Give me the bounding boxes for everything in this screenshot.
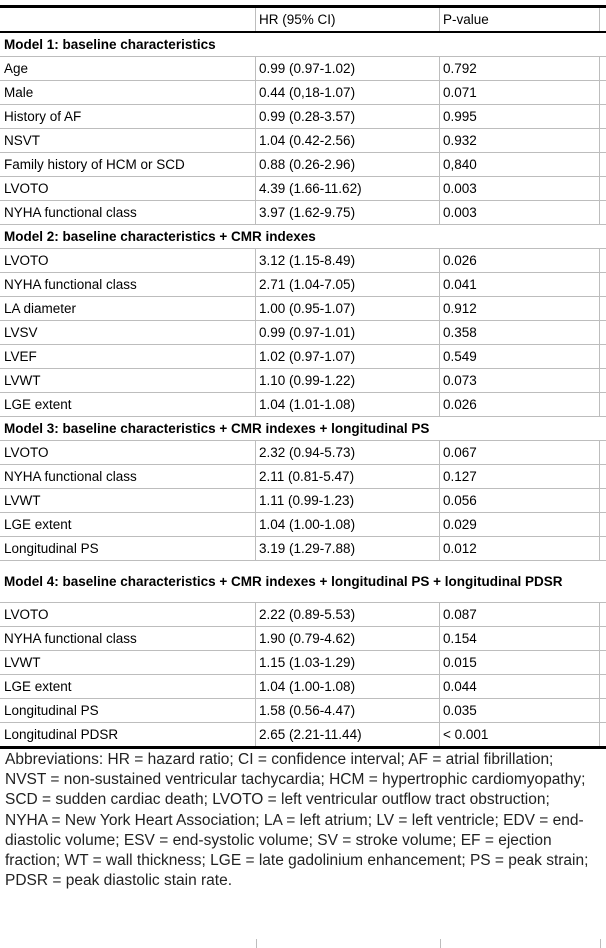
row-hazard-ratio: 0.99 (0.28-3.57): [256, 105, 440, 128]
abbreviations-note: Abbreviations: HR = hazard ratio; CI = confidence interval; AF = atrial fibrillation; NVST = non-sustained ventricular tachycardia; HCM = hypertrophic cardiomyopathy; SCD = sudden cardiac death; LVOTO = left ventricular outflow tract obstruction; NYHA = New York Heart Association; LA = left atrium; LV = left ventricle; EDV = end-diastolic volume; ESV = end-systolic volume; SV = stroke volume; EF = ejection fraction; WT = wall thickness; LGE = late gadolinium enhancement; PS = peak strain; PDSR = peak diastolic stain rate.: [5, 751, 589, 890]
table-row: [0, 627, 606, 651]
row-variable: NSVT: [0, 129, 256, 152]
row-hazard-ratio: 1.90 (0.79-4.62): [256, 627, 440, 650]
row-p-value: 0.041: [440, 273, 600, 296]
row-spare: [600, 345, 606, 368]
row-variable: Longitudinal PS: [0, 699, 256, 722]
row-p-value: 0.012: [440, 537, 600, 560]
row-variable: LGE extent: [0, 393, 256, 416]
row-spare: [600, 57, 606, 80]
header-variable: [0, 8, 256, 31]
row-spare: [600, 273, 606, 296]
row-variable: LVWT: [0, 651, 256, 674]
row-variable: LVOTO: [0, 441, 256, 464]
row-spare: [600, 177, 606, 200]
model-title: Model 2: baseline characteristics + CMR indexes: [4, 229, 316, 244]
row-spare: [600, 603, 606, 626]
row-spare: [600, 321, 606, 344]
row-p-value: 0.067: [440, 441, 600, 464]
row-spare: [600, 441, 606, 464]
row-variable: Longitudinal PS: [0, 537, 256, 560]
row-variable: LVSV: [0, 321, 256, 344]
row-spare: [600, 153, 606, 176]
table-row: [0, 369, 606, 393]
row-spare: [600, 537, 606, 560]
row-variable: NYHA functional class: [0, 465, 256, 488]
row-variable: LVWT: [0, 369, 256, 392]
row-hazard-ratio: 2.11 (0.81-5.47): [256, 465, 440, 488]
table-row: [0, 129, 606, 153]
model-heading-row: [0, 33, 606, 57]
table-row: [0, 723, 606, 747]
row-spare: [600, 627, 606, 650]
table-row: [0, 675, 606, 699]
row-hazard-ratio: 1.04 (1.01-1.08): [256, 393, 440, 416]
row-hazard-ratio: 1.15 (1.03-1.29): [256, 651, 440, 674]
row-hazard-ratio: 1.02 (0.97-1.07): [256, 345, 440, 368]
row-variable: LA diameter: [0, 297, 256, 320]
row-spare: [600, 201, 606, 224]
row-variable: Longitudinal PDSR: [0, 723, 256, 746]
row-p-value: 0.792: [440, 57, 600, 80]
row-p-value: 0.015: [440, 651, 600, 674]
table-row: [0, 513, 606, 537]
table-row: [0, 153, 606, 177]
row-variable: LGE extent: [0, 513, 256, 536]
row-hazard-ratio: 1.04 (0.42-2.56): [256, 129, 440, 152]
row-variable: NYHA functional class: [0, 273, 256, 296]
row-spare: [600, 129, 606, 152]
model-heading-row: [0, 225, 606, 249]
row-p-value: 0.029: [440, 513, 600, 536]
model-heading-row: [0, 561, 606, 603]
row-spare: [600, 369, 606, 392]
row-spare: [600, 699, 606, 722]
table-row: [0, 249, 606, 273]
row-variable: LVOTO: [0, 603, 256, 626]
row-hazard-ratio: 4.39 (1.66-11.62): [256, 177, 440, 200]
row-variable: NYHA functional class: [0, 627, 256, 650]
footer-grid-stub: [0, 939, 606, 948]
table-row: [0, 441, 606, 465]
row-p-value: 0.044: [440, 675, 600, 698]
row-p-value: 0.358: [440, 321, 600, 344]
table-row: [0, 177, 606, 201]
row-hazard-ratio: 0.99 (0.97-1.02): [256, 57, 440, 80]
row-hazard-ratio: 0.44 (0,18-1.07): [256, 81, 440, 104]
table-row: [0, 57, 606, 81]
table-row: [0, 465, 606, 489]
row-spare: [600, 81, 606, 104]
row-spare: [600, 675, 606, 698]
row-hazard-ratio: 1.04 (1.00-1.08): [256, 675, 440, 698]
row-spare: [600, 465, 606, 488]
row-variable: Male: [0, 81, 256, 104]
row-p-value: 0.026: [440, 249, 600, 272]
row-p-value: 0.003: [440, 201, 600, 224]
row-hazard-ratio: 3.19 (1.29-7.88): [256, 537, 440, 560]
table-row: [0, 273, 606, 297]
row-p-value: 0.035: [440, 699, 600, 722]
model-title: Model 4: baseline characteristics + CMR indexes + longitudinal PS + longitudinal PDSR: [4, 574, 563, 589]
table-row: [0, 81, 606, 105]
table-row: [0, 489, 606, 513]
row-hazard-ratio: 0.88 (0.26-2.96): [256, 153, 440, 176]
row-hazard-ratio: 0.99 (0.97-1.01): [256, 321, 440, 344]
model-title: Model 3: baseline characteristics + CMR indexes + longitudinal PS: [4, 421, 430, 436]
table-row: [0, 393, 606, 417]
row-p-value: 0.127: [440, 465, 600, 488]
row-p-value: 0.071: [440, 81, 600, 104]
row-p-value: 0.073: [440, 369, 600, 392]
row-variable: LVEF: [0, 345, 256, 368]
row-variable: LGE extent: [0, 675, 256, 698]
table-row: [0, 699, 606, 723]
row-hazard-ratio: 3.97 (1.62-9.75): [256, 201, 440, 224]
table-header-row: [0, 8, 606, 31]
row-p-value: 0.995: [440, 105, 600, 128]
row-spare: [600, 105, 606, 128]
row-hazard-ratio: 3.12 (1.15-8.49): [256, 249, 440, 272]
table-row: [0, 105, 606, 129]
header-spare: [600, 8, 606, 31]
table-row: [0, 603, 606, 627]
row-spare: [600, 249, 606, 272]
row-hazard-ratio: 1.04 (1.00-1.08): [256, 513, 440, 536]
row-spare: [600, 651, 606, 674]
row-hazard-ratio: 1.00 (0.95-1.07): [256, 297, 440, 320]
row-spare: [600, 489, 606, 512]
table-row: [0, 201, 606, 225]
header-pvalue: P-value: [440, 8, 600, 31]
table-row: [0, 537, 606, 561]
row-variable: Age: [0, 57, 256, 80]
row-hazard-ratio: 2.32 (0.94-5.73): [256, 441, 440, 464]
row-p-value: 0,840: [440, 153, 600, 176]
row-hazard-ratio: 1.11 (0.99-1.23): [256, 489, 440, 512]
row-p-value: 0.932: [440, 129, 600, 152]
row-variable: LVOTO: [0, 177, 256, 200]
row-hazard-ratio: 2.65 (2.21-11.44): [256, 723, 440, 746]
row-hazard-ratio: 2.22 (0.89-5.53): [256, 603, 440, 626]
row-spare: [600, 723, 606, 746]
row-variable: History of AF: [0, 105, 256, 128]
row-variable: Family history of HCM or SCD: [0, 153, 256, 176]
table-bottom-rule: [0, 746, 606, 749]
row-p-value: 0.026: [440, 393, 600, 416]
table-row: [0, 345, 606, 369]
row-p-value: 0.912: [440, 297, 600, 320]
row-p-value: < 0.001: [440, 723, 600, 746]
table-row: [0, 297, 606, 321]
row-hazard-ratio: 1.58 (0.56-4.47): [256, 699, 440, 722]
row-p-value: 0.003: [440, 177, 600, 200]
row-p-value: 0.549: [440, 345, 600, 368]
row-variable: LVOTO: [0, 249, 256, 272]
row-hazard-ratio: 2.71 (1.04-7.05): [256, 273, 440, 296]
row-p-value: 0.154: [440, 627, 600, 650]
row-p-value: 0.056: [440, 489, 600, 512]
row-variable: LVWT: [0, 489, 256, 512]
row-spare: [600, 513, 606, 536]
model-heading-row: [0, 417, 606, 441]
table-row: [0, 651, 606, 675]
row-spare: [600, 393, 606, 416]
header-hr: HR (95% CI): [256, 8, 440, 31]
model-title: Model 1: baseline characteristics: [4, 37, 216, 52]
row-variable: NYHA functional class: [0, 201, 256, 224]
row-hazard-ratio: 1.10 (0.99-1.22): [256, 369, 440, 392]
row-spare: [600, 297, 606, 320]
row-p-value: 0.087: [440, 603, 600, 626]
table-row: [0, 321, 606, 345]
